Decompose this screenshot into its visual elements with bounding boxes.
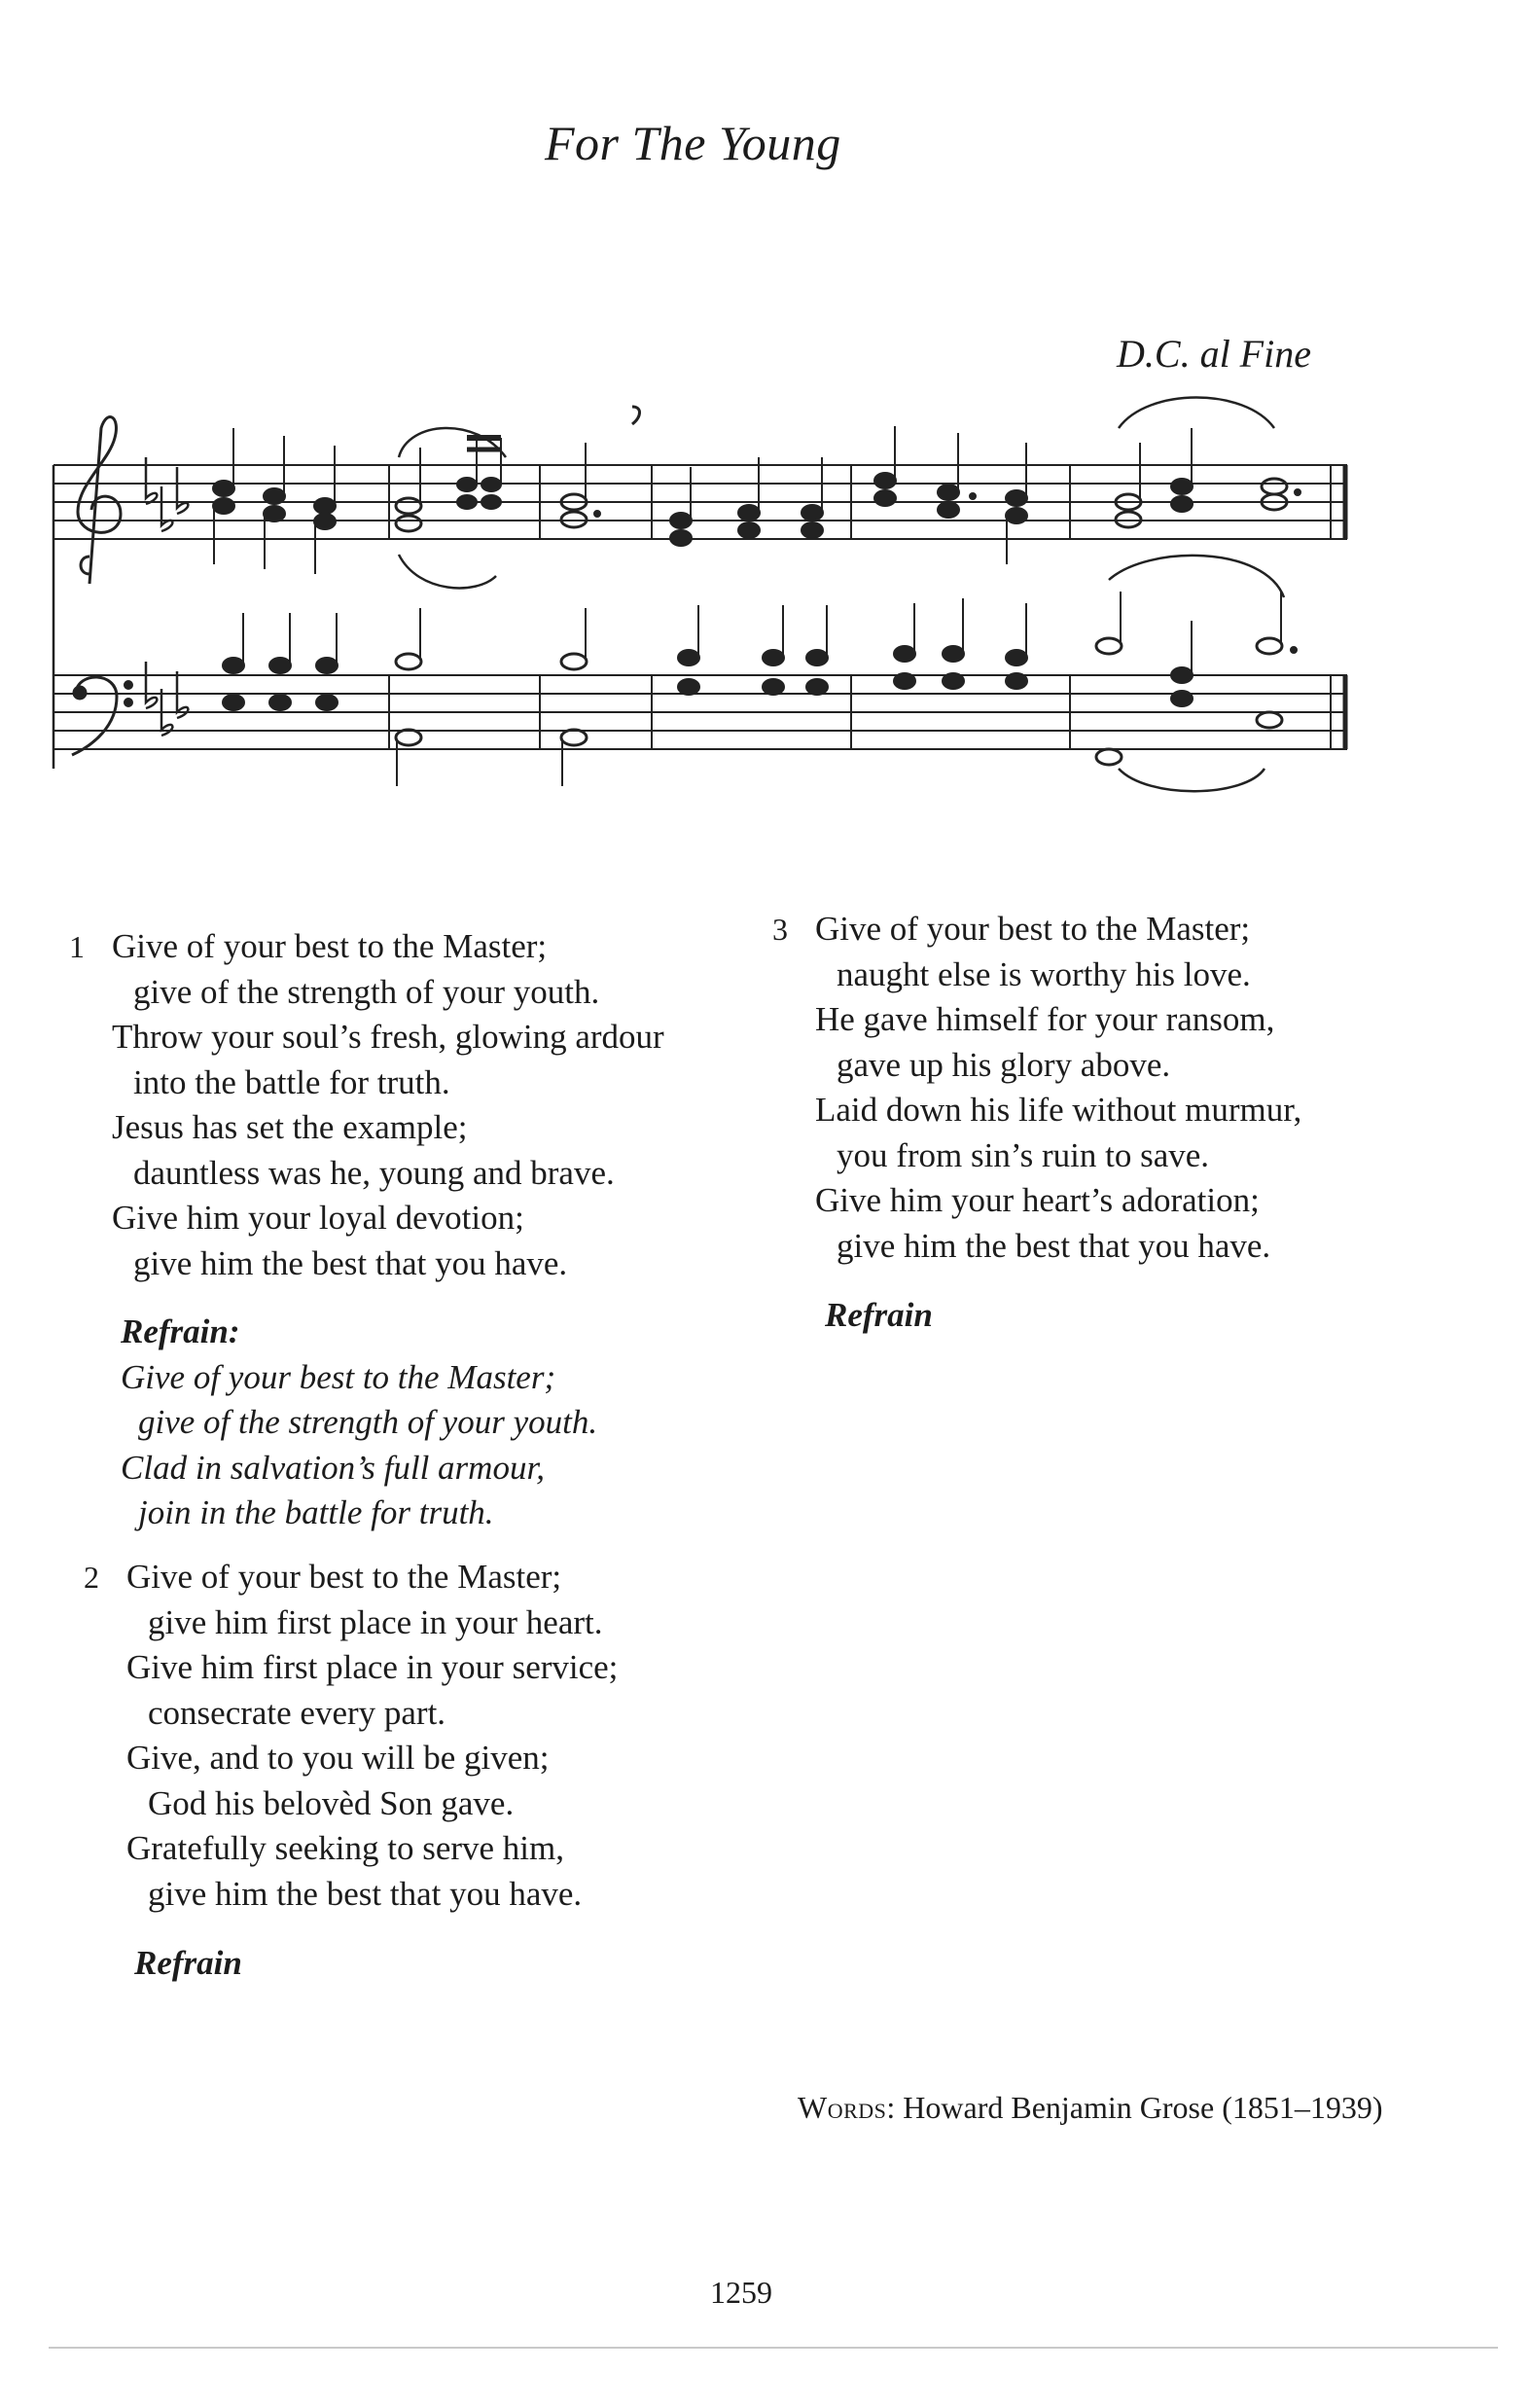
verse-1 xyxy=(69,924,664,1286)
verse-line: gave up his glory above. xyxy=(837,1045,1171,1084)
slurs-and-marks xyxy=(399,398,1284,792)
music-score xyxy=(0,0,1532,837)
verse-line: Jesus has set the example; xyxy=(112,1108,468,1146)
verse-number: 2 xyxy=(84,1560,99,1595)
verse-line: Give of your best to the Master; xyxy=(112,927,548,965)
barlines xyxy=(389,465,1345,749)
refrain-heading: Refrain: xyxy=(121,1312,240,1350)
refrain-reference: Refrain xyxy=(134,1944,242,1982)
verse-line: give him first place in your heart. xyxy=(148,1602,603,1641)
verse-line: Give of your best to the Master; xyxy=(815,910,1251,948)
verse-line: Laid down his life without murmur, xyxy=(815,1091,1302,1129)
verse-line: Throw your soul’s fresh, glowing ardour xyxy=(112,1018,664,1056)
credit-text: Howard Benjamin Grose (1851–1939) xyxy=(903,2090,1383,2125)
verse-line: Give, and to you will be given; xyxy=(126,1739,550,1777)
verse-2 xyxy=(84,1555,619,1917)
verse-line: He gave himself for your ransom, xyxy=(815,1000,1275,1038)
verse-line: Give of your best to the Master; xyxy=(126,1558,562,1596)
treble-notes xyxy=(213,426,1300,574)
refrain-reference: Refrain xyxy=(825,1296,933,1334)
verse-line: you from sin’s ruin to save. xyxy=(837,1135,1210,1174)
bass-staff xyxy=(53,675,1347,749)
refrain-line: give of the strength of your youth. xyxy=(138,1403,598,1441)
refrain-line: Clad in salvation’s full armour, xyxy=(121,1448,545,1487)
verse-line: Give him your loyal devotion; xyxy=(112,1199,524,1237)
refrain-line: Give of your best to the Master; xyxy=(121,1357,556,1396)
bass-clef xyxy=(72,677,132,755)
words-credit: Words: Howard Benjamin Grose (1851–1939) xyxy=(798,2090,1383,2125)
verse-number: 1 xyxy=(69,929,85,964)
verse-line: naught else is worthy his love. xyxy=(837,954,1251,993)
verse-line: give him the best that you have. xyxy=(837,1226,1271,1265)
verse-3 xyxy=(772,907,1302,1269)
verse-line: consecrate every part. xyxy=(148,1693,446,1732)
verse-line: dauntless was he, young and brave. xyxy=(133,1153,615,1192)
score-system xyxy=(53,465,1347,769)
verse-line: God his belovèd Son gave. xyxy=(148,1783,515,1822)
dc-al-fine-direction: D.C. al Fine xyxy=(1117,332,1311,376)
page-number: 1259 xyxy=(710,2275,772,2310)
verse-line: Give him your heart’s adoration; xyxy=(815,1181,1260,1219)
refrain-block xyxy=(121,1310,597,1536)
section-title: For The Young xyxy=(545,116,841,170)
verse-line: Give him first place in your service; xyxy=(126,1648,619,1686)
verse-line: give him the best that you have. xyxy=(133,1243,568,1282)
treble-staff xyxy=(53,465,1347,539)
verse-line: give of the strength of your youth. xyxy=(133,972,600,1011)
credit-label: Words xyxy=(798,2090,887,2125)
verse-line: into the battle for truth. xyxy=(133,1062,450,1101)
refrain-line: join in the battle for truth. xyxy=(138,1493,494,1531)
verse-line: give him the best that you have. xyxy=(148,1874,583,1913)
verse-line: Gratefully seeking to serve him, xyxy=(126,1829,565,1867)
verse-number: 3 xyxy=(772,912,788,947)
bottom-rule xyxy=(49,2347,1498,2349)
bass-notes xyxy=(223,592,1297,786)
treble-clef xyxy=(78,417,121,584)
